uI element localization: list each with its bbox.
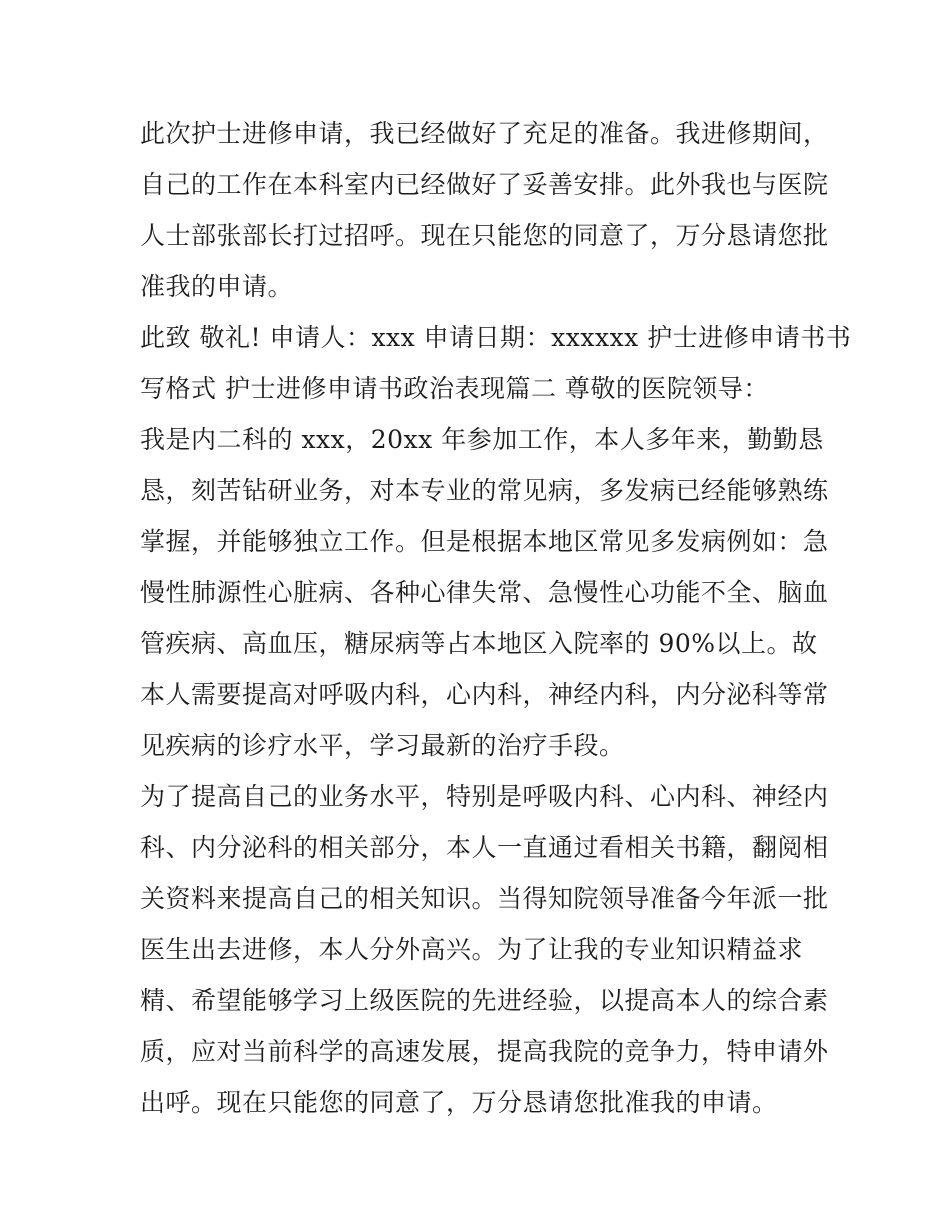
text-line: 本人需要提高对呼吸内科，心内科，神经内科，内分泌科等常 — [140, 680, 829, 709]
text-line: 人士部张部长打过招呼。现在只能您的同意了，万分恳请您批 — [140, 221, 829, 250]
text-line: 质，应对当前科学的高速发展，提高我院的竞争力，特申请外 — [140, 1037, 829, 1066]
text-line: 医生出去进修，本人分外高兴。为了让我的专业知识精益求 — [140, 935, 804, 964]
paragraph-2 — [140, 312, 852, 414]
text-line: 见疾病的诊疗水平，学习最新的治疗手段。 — [140, 731, 625, 760]
text-line: 管疾病、高血压，糖尿病等占本地区入院率的 90%以上。故 — [140, 629, 818, 658]
paragraph-3 — [140, 414, 829, 771]
text-line: 恳，刻苦钻研业务，对本专业的常见病，多发病已经能够熟练 — [140, 476, 829, 505]
text-line: 此致 敬礼! 申请人：xxx 申请日期：xxxxxx 护士进修申请书书 — [140, 323, 852, 352]
text-line: 此次护士进修申请，我已经做好了充足的准备。我进修期间， — [140, 119, 829, 148]
paragraph-1 — [140, 108, 829, 312]
text-line: 我是内二科的 xxx，20xx 年参加工作，本人多年来，勤勤恳 — [140, 425, 824, 454]
text-line: 为了提高自己的业务水平，特别是呼吸内科、心内科、神经内 — [140, 782, 829, 811]
text-line: 精、希望能够学习上级医院的先进经验，以提高本人的综合素 — [140, 986, 829, 1015]
text-line: 写格式 护士进修申请书政治表现篇二 尊敬的医院领导： — [140, 374, 769, 403]
text-line: 掌握，并能够独立工作。但是根据本地区常见多发病例如：急 — [140, 527, 829, 556]
paragraph-4 — [140, 771, 829, 1128]
text-line: 出呼。现在只能您的同意了，万分恳请您批准我的申请。 — [140, 1088, 778, 1117]
text-line: 准我的申请。 — [140, 272, 294, 301]
text-line: 自己的工作在本科室内已经做好了妥善安排。此外我也与医院 — [140, 170, 829, 199]
text-line: 慢性肺源性心脏病、各种心律失常、急慢性心功能不全、脑血 — [140, 578, 829, 607]
text-line: 科、内分泌科的相关部分，本人一直通过看相关书籍，翻阅相 — [140, 833, 829, 862]
document-body — [140, 108, 852, 1128]
text-line: 关资料来提高自己的相关知识。当得知院领导准备今年派一批 — [140, 884, 829, 913]
